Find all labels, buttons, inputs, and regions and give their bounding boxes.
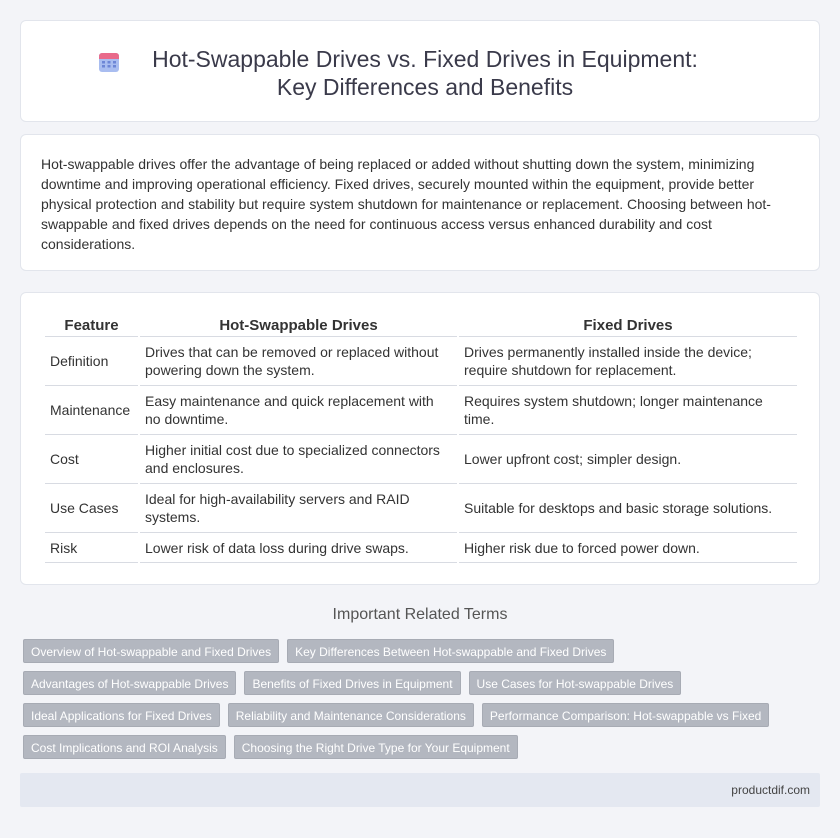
row-feature: Use Cases <box>45 484 138 533</box>
related-terms-title: Important Related Terms <box>332 606 508 623</box>
footer-site[interactable]: productdif.com <box>731 783 810 797</box>
table-row <box>45 386 797 435</box>
header-fixed: Fixed Drives <box>459 315 797 337</box>
calendar-icon <box>97 50 121 74</box>
row-hot-swappable: Lower risk of data loss during drive swaps. <box>140 533 457 563</box>
row-fixed: Suitable for desktops and basic storage solutions. <box>459 484 797 533</box>
row-hot-swappable: Higher initial cost due to specialized connectors and enclosures. <box>140 435 457 484</box>
row-hot-swappable: Drives that can be removed or replaced without powering down the system. <box>140 337 457 386</box>
related-term-tag[interactable]: Performance Comparison: Hot-swappable vs Fixed <box>482 703 769 727</box>
header-hot-swappable: Hot-Swappable Drives <box>140 315 457 337</box>
row-feature: Definition <box>45 337 138 386</box>
table-row <box>45 484 797 533</box>
related-term-tag[interactable]: Cost Implications and ROI Analysis <box>23 735 226 759</box>
row-hot-swappable: Easy maintenance and quick replacement with no downtime. <box>140 386 457 435</box>
table-row <box>45 337 797 386</box>
page-title: Hot-Swappable Drives vs. Fixed Drives in Equipment: Key Differences and Benefits <box>152 46 698 100</box>
header-feature: Feature <box>45 315 138 337</box>
row-fixed: Drives permanently installed inside the device; require shutdown for replacement. <box>459 337 797 386</box>
related-term-tag[interactable]: Reliability and Maintenance Considerations <box>228 703 474 727</box>
related-term-tag[interactable]: Overview of Hot-swappable and Fixed Drives <box>23 639 279 663</box>
related-term-tag[interactable]: Benefits of Fixed Drives in Equipment <box>244 671 460 695</box>
related-terms-tags <box>23 639 813 767</box>
row-feature: Cost <box>45 435 138 484</box>
summary-card <box>20 134 820 271</box>
comparison-card <box>20 292 820 585</box>
related-term-tag[interactable]: Choosing the Right Drive Type for Your Equipment <box>234 735 518 759</box>
row-fixed: Lower upfront cost; simpler design. <box>459 435 797 484</box>
footer <box>20 773 820 807</box>
row-feature: Risk <box>45 533 138 563</box>
header-card <box>20 20 820 122</box>
row-fixed: Higher risk due to forced power down. <box>459 533 797 563</box>
row-hot-swappable: Ideal for high-availability servers and RAID systems. <box>140 484 457 533</box>
row-feature: Maintenance <box>45 386 138 435</box>
comparison-table <box>43 315 799 563</box>
table-row <box>45 533 797 563</box>
summary-text: Hot-swappable drives offer the advantage of being replaced or added without shutting down the system, minimizing downtime and improving operational efficiency. Fixed drives, securely mounted within the equipment, provide better physical protection and stability but require system shutdown for maintenance or replacement. Choosing between hot-swappable and fixed drives depends on the need for continuous access versus enhanced durability and cost considerations. <box>41 156 771 252</box>
row-fixed: Requires system shutdown; longer maintenance time. <box>459 386 797 435</box>
related-term-tag[interactable]: Ideal Applications for Fixed Drives <box>23 703 220 727</box>
table-header-row <box>45 315 797 337</box>
related-term-tag[interactable]: Use Cases for Hot-swappable Drives <box>469 671 682 695</box>
table-row <box>45 435 797 484</box>
related-term-tag[interactable]: Key Differences Between Hot-swappable and Fixed Drives <box>287 639 614 663</box>
related-term-tag[interactable]: Advantages of Hot-swappable Drives <box>23 671 236 695</box>
